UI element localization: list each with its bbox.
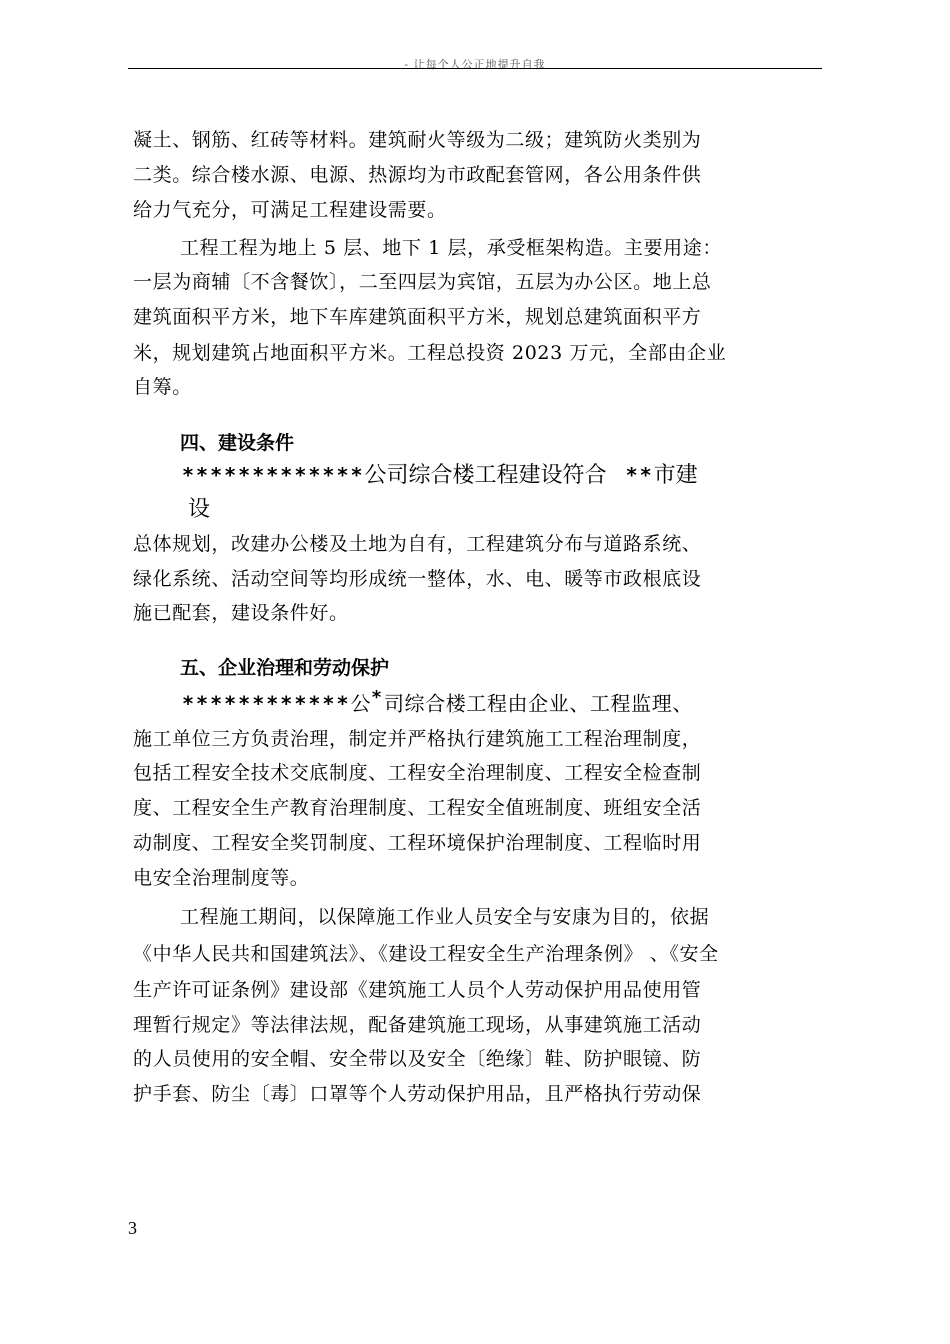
section4-line2: 设: [188, 497, 211, 522]
section5-line6: 电安全治理制度等。: [133, 867, 310, 889]
paragraph2-line1: 工程工程为地上 5 层、地下 1 层，承受框架构造。主要用途：: [180, 237, 722, 259]
redacted-city-name: **: [625, 463, 654, 487]
paragraph1-line3: 给力气充分，可满足工程建设需要。: [133, 199, 447, 221]
section5-para2-line3: 生产许可证条例》建设部《建筑施工人员个人劳动保护用品使用管: [133, 979, 702, 1001]
section5-line5: 动制度、工程安全奖罚制度、工程环境保护治理制度、工程临时用: [133, 832, 702, 854]
section5-para2-line4: 理暂行规定》等法律法规，配备建筑施工现场，从事建筑施工活动: [133, 1014, 702, 1036]
section5-line2: 施工单位三方负责治理，制定并严格执行建筑施工工程治理制度，: [133, 728, 702, 750]
page-number: 3: [128, 1218, 137, 1238]
section4-line5: 施已配套，建设条件好。: [133, 602, 349, 624]
paragraph2-line4: 米，规划建筑占地面积平方米。工程总投资 2023 万元，全部由企业: [133, 342, 727, 364]
paragraph1-line2: 二类。综合楼水源、电源、热源均为市政配套管网，各公用条件供: [133, 164, 702, 186]
section5-para2-line1: 工程施工期间，以保障施工作业人员安全与安康为目的，依据: [180, 906, 710, 928]
section5-heading: 五、企业治理和劳动保护: [180, 657, 390, 679]
redacted-company-name-2: ************: [182, 691, 351, 716]
paragraph2-line3: 建筑面积平方米，地下车库建筑面积平方米，规划总建筑面积平方: [133, 306, 702, 328]
redacted-company-name: *************: [182, 463, 365, 487]
section4-line1-text2: 市建: [653, 463, 698, 488]
section4-line1: [182, 461, 698, 490]
section4-heading: 四、建设条件: [180, 432, 295, 454]
section5-para2-line6: 护手套、防尘〔毒〕口罩等个人劳动保护用品，且严格执行劳动保: [133, 1083, 702, 1105]
section4-line1-text: 公司综合楼工程建设符合: [364, 463, 607, 488]
section5-para2-line5: 的人员使用的安全帽、安全带以及安全〔绝缘〕鞋、防护眼镜、防: [133, 1048, 702, 1070]
section5-line1: [182, 686, 693, 716]
section5-line3: 包括工程安全技术交底制度、工程安全治理制度、工程安全检查制: [133, 762, 702, 784]
section5-line4: 度、工程安全生产教育治理制度、工程安全值班制度、班组安全活: [133, 797, 702, 819]
section5-line1-text2: 司综合楼工程由企业、工程监理、: [383, 691, 693, 716]
redacted-star: *: [371, 687, 384, 708]
paragraph1-line1: 凝土、钢筋、红砖等材料。建筑耐火等级为二级；建筑防火类别为: [133, 129, 702, 151]
header-divider: [128, 68, 822, 69]
section5-line1-text: 公: [350, 691, 372, 716]
paragraph2-line5: 自筹。: [133, 376, 192, 398]
section4-line3: 总体规划，改建办公楼及土地为自有，工程建筑分布与道路系统、: [133, 533, 702, 555]
paragraph2-line2: 一层为商辅〔不含餐饮〕，二至四层为宾馆，五层为办公区。地上总: [133, 271, 712, 293]
section4-line4: 绿化系统、活动空间等均形成统一整体，水、电、暖等市政根底设: [133, 568, 702, 590]
section5-para2-line2: 《中华人民共和国建筑法》、《建设工程安全生产治理条例》 、《安全: [133, 943, 719, 965]
header-slogan: - 让每个人公正地提升自我: [404, 58, 546, 71]
